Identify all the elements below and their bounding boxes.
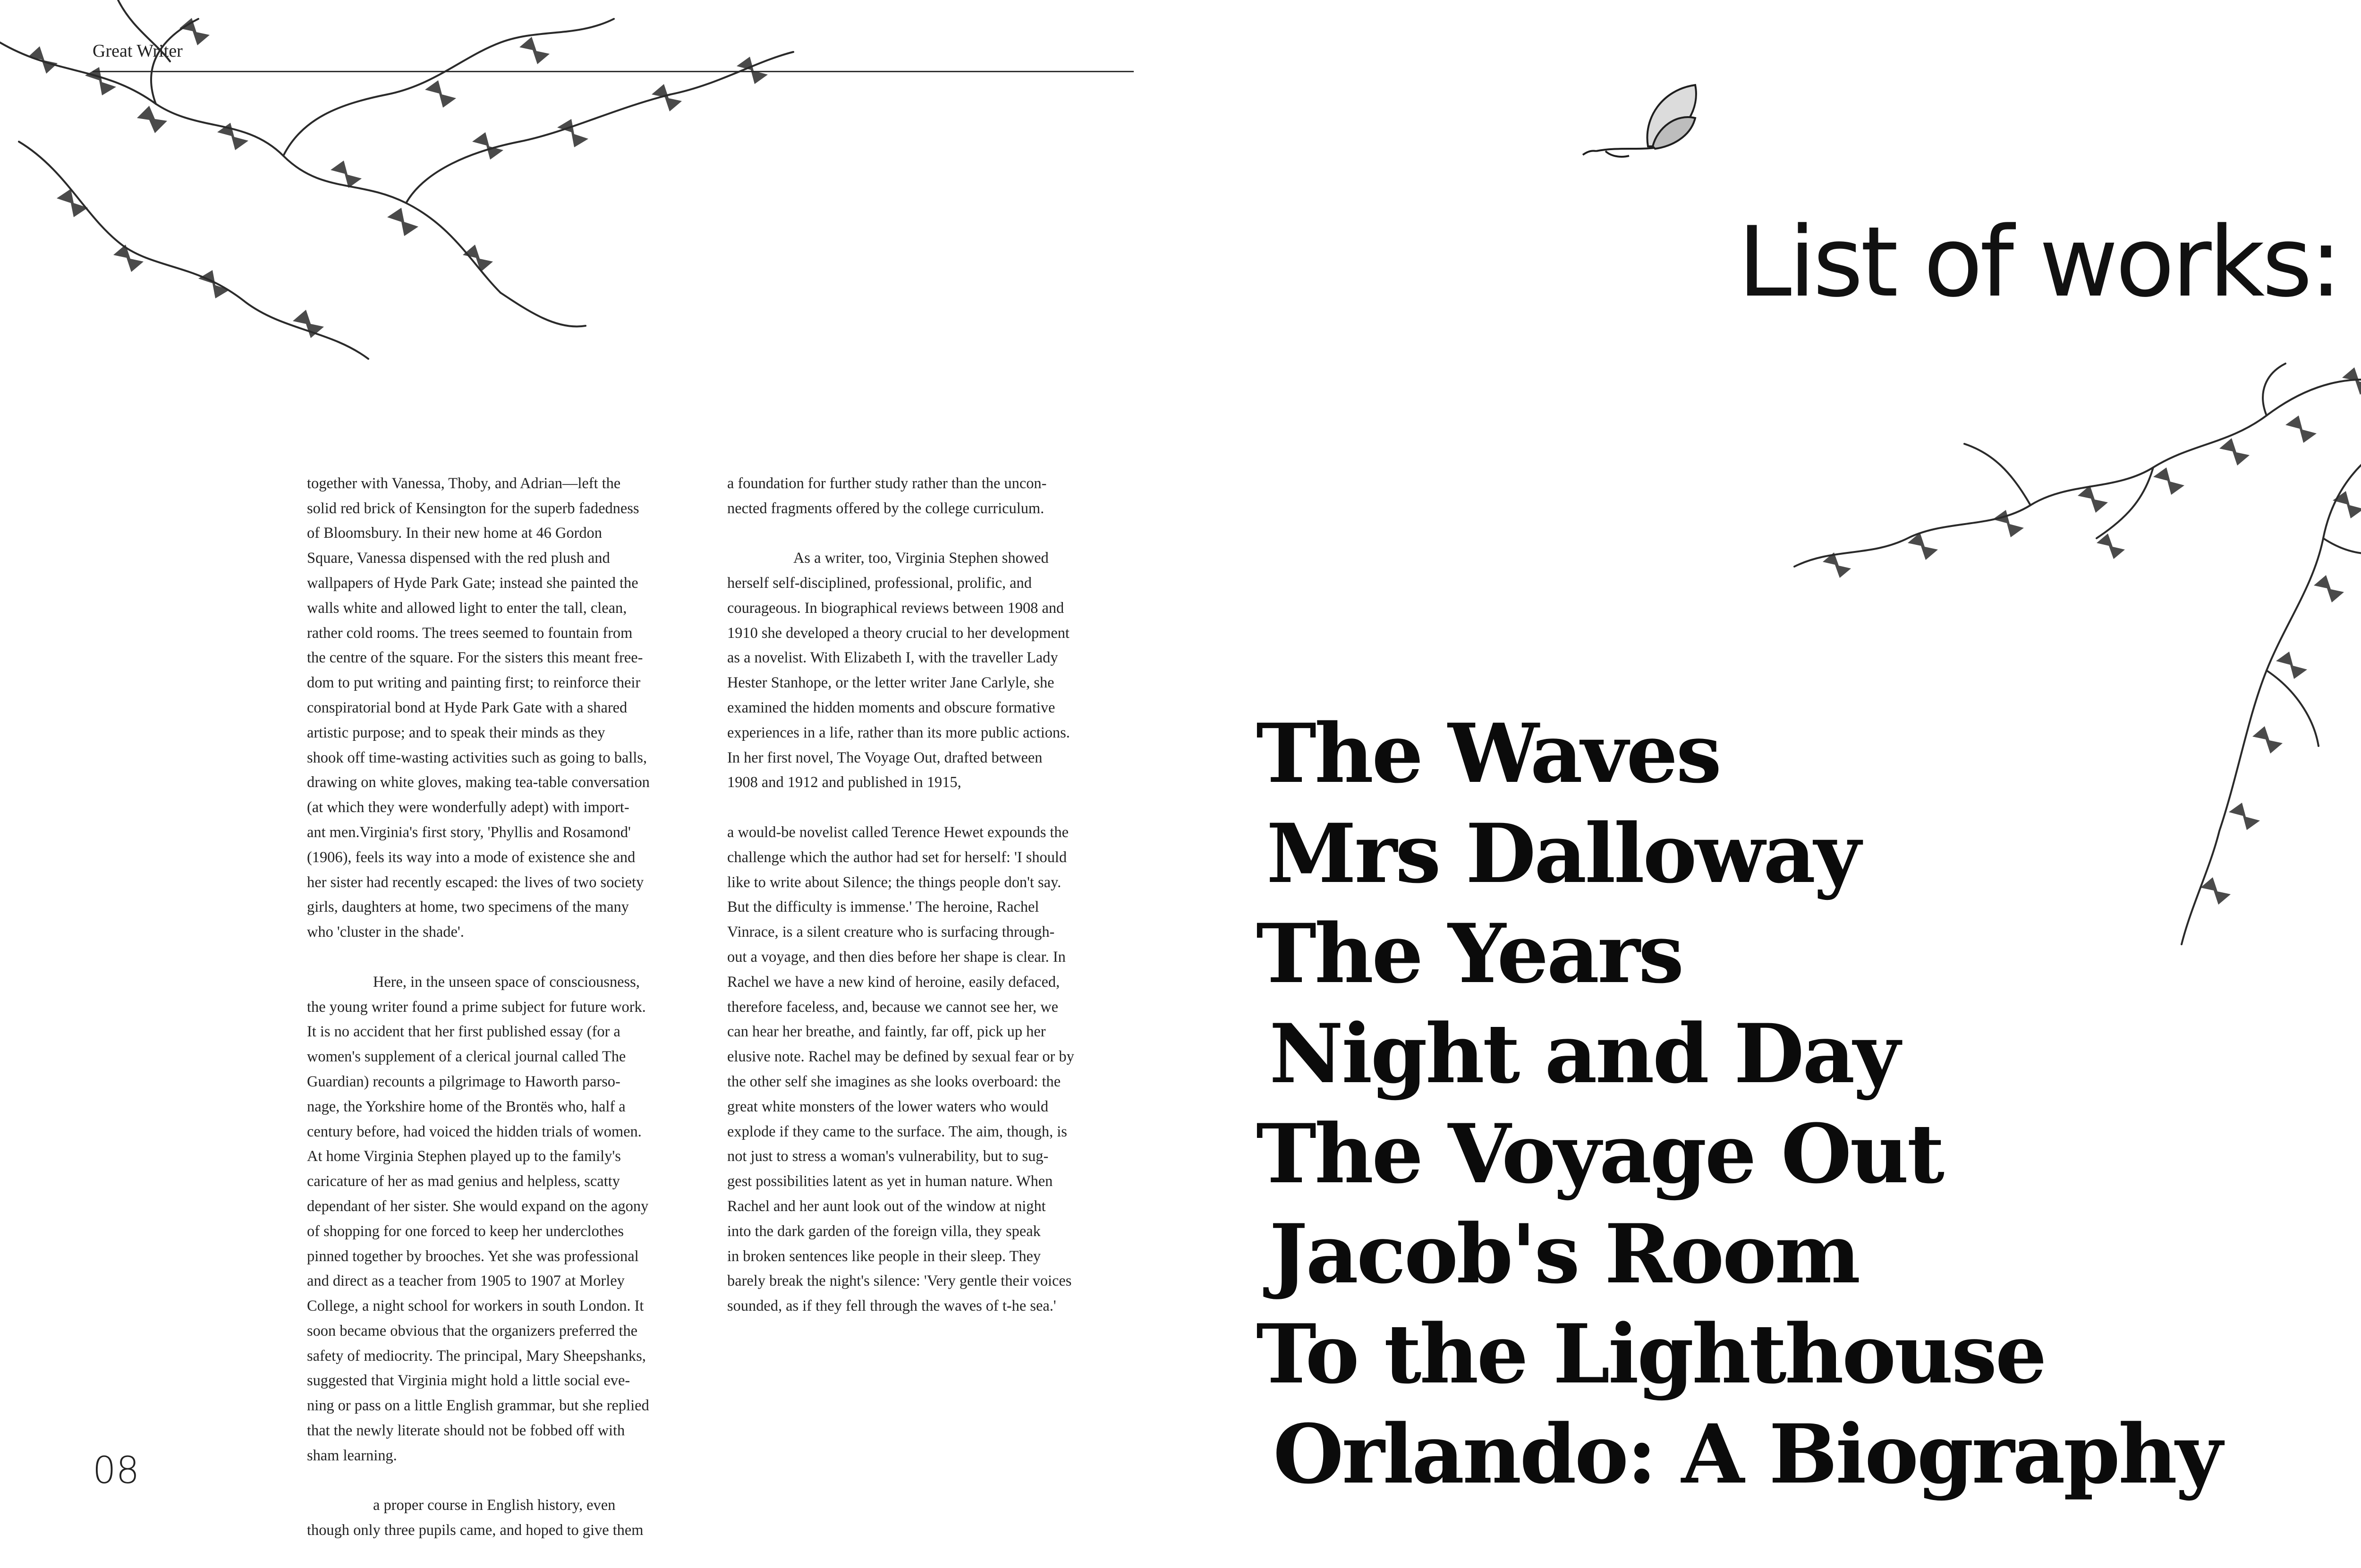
- work-title: Jacob's Room: [1269, 1206, 1859, 1302]
- work-title: The Years: [1256, 906, 1682, 1001]
- article-column-1: [307, 446, 708, 1568]
- work-title: Night and Day: [1269, 1006, 1899, 1102]
- paragraph: As a writer, too, Virginia Stephen showed herself self-disciplined, professional, prolific, and courageous. In biographical reviews between 1908 and 1910 she developed a theory crucial to her development as a novelist. With Elizabeth I, with the traveller Lady Hester Stanhope, or the letter writer Jane Carlyle, she examined the hidden moments and obscure formative experiences in a life, rather than its more public actions. In her first novel, The Voyage Out, drafted between 1908 and 1912 and published in 1915,: [727, 550, 1070, 791]
- work-title: The Waves: [1256, 705, 1720, 801]
- butterfly-icon: [1577, 80, 1709, 175]
- work-title: To the Lighthouse: [1256, 1306, 2045, 1402]
- work-title: Mrs Dalloway: [1266, 805, 1860, 901]
- article-column-2: [727, 446, 1129, 1344]
- work-title: Orlando: A Biography: [1273, 1406, 2221, 1502]
- paragraph: together with Vanessa, Thoby, and Adrian—left the solid red brick of Kensington for the superb fadedness of Bloomsbury. In their new home at 46 Gordon Square, Vanessa dispensed with the red plush and wallpapers of Hyde Park Gate; instead she painted the walls white and allowed light to enter the tall, clean, rather cold rooms. The trees seemed to fountain from the centre of the square. For the sisters this meant free- dom to put writing and painting first; to reinforce their conspiratorial bond at Hyde Park Gate with a shared artistic purpose; and to speak their minds as they shook off time-wasting activities such as going to balls, drawing on white gloves, making tea-table conversation (at which they were wonderfully adept) with import- ant men.Virginia's first story, 'Phyllis and Rosamond' (1906), feels its way into a mode of existence she and her sister had recently escaped: the lives of two society girls, daughters at home, two specimens of the many who 'cluster in the shade'.: [307, 475, 650, 941]
- paragraph: a foundation for further study rather than the uncon- nected fragments offered by the college curriculum.: [727, 475, 1047, 517]
- paragraph: a would-be novelist called Terence Hewet expounds the challenge which the author had set for herself: 'I should like to write about Silence; the things people don't say. But the difficulty is immense.' The heroine, Rachel Vinrace, is a silent creature who is surfacing through- out a voyage, and then dies before her shape is clear. In Rachel we have a new kind of heroine, easily defaced, therefore faceless, and, because we cannot see her, we can hear her breathe, and faintly, far off, pick up her elusive note. Rachel may be defined by sexual fear or by the other self she imagines as she looks overboard: the great white monsters of the lower waters who would explode if they came to the surface. The aim, though, is not just to stress a woman's vulnerability, but to sug- gest possibilities latent as yet in human nature. When Rachel and her aunt look out of the window at night into the dark garden of the foreign villa, they speak in broken sentences like people in their sleep. They barely break the night's silence: 'Very gentle their voices sounded, as if they fell through the waves of t-he sea.': [727, 823, 1074, 1315]
- paragraph: Here, in the unseen space of consciousness, the young writer found a prime subject for future work. It is no accident that her first published essay (for a women's supplement of a clerical journal called The Guardian) recounts a pilgrimage to Haworth parso- nage, the Yorkshire home of the Brontës who, half a century before, had voiced the hidden trials of women. At home Virginia Stephen played up to the family's caricature of her as mad genius and helpless, scatty dependant of her sister. She would expand on the agony of shopping for one forced to keep her underclothes pinned together by brooches. Yet she was professional and direct as a teacher from 1905 to 1907 at Morley College, a night school for workers in south London. It soon became obvious that the organizers preferred the safety of mediocrity. The principal, Mary Sheepshanks, suggested that Virginia might hold a little social eve- ning or pass on a little English grammar, but she replied that the newly literate should not be fobbed off with sham learning.: [307, 973, 649, 1464]
- work-title: The Voyage Out: [1256, 1106, 1943, 1202]
- paragraph: a proper course in English history, even though only three pupils came, and hoped to give them: [307, 1497, 644, 1539]
- ivy-vine-illustration-top-left: [0, 0, 803, 387]
- list-of-works-title: List of works:: [1738, 206, 2340, 319]
- section-label: Great Writer: [93, 41, 183, 61]
- works-list: [1256, 703, 2221, 1504]
- page-number: 08: [93, 1449, 140, 1492]
